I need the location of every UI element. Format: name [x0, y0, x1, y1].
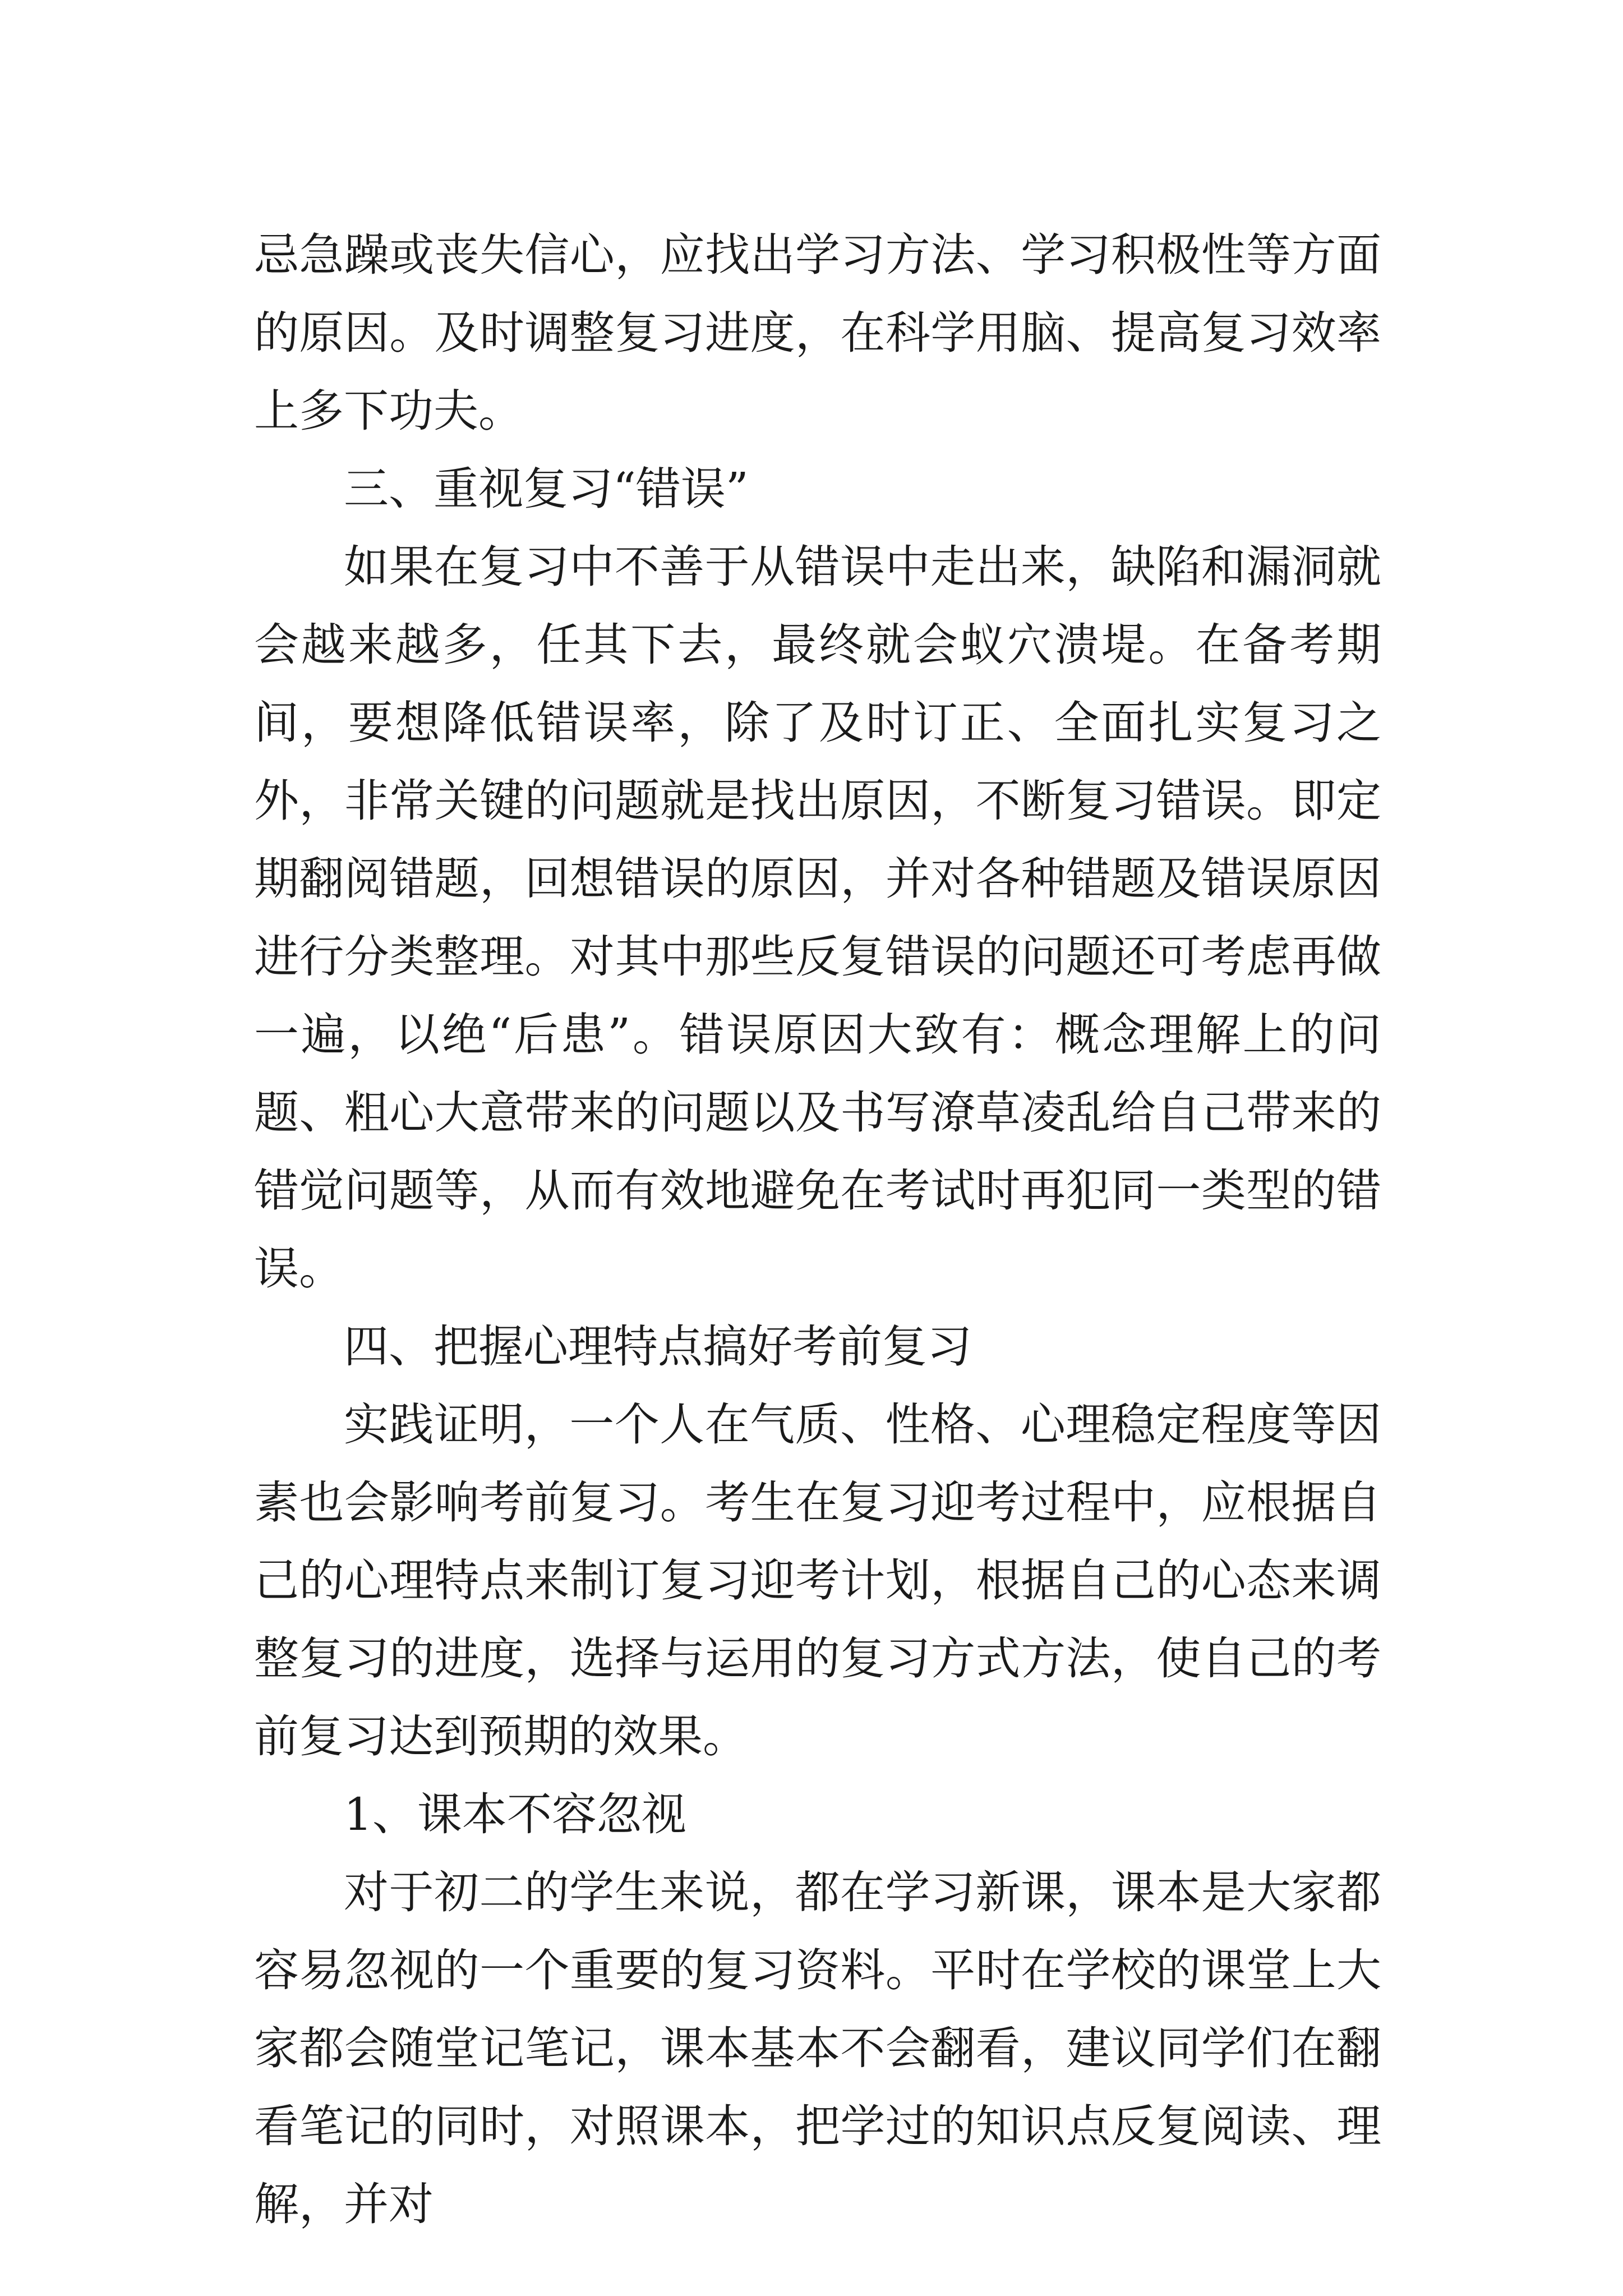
section-heading-3: 三、重视复习“错误” — [344, 463, 749, 515]
paragraph-errors: 如果在复习中不善于从错误中走出来，缺陷和漏洞就会越来越多，任其下去，最终就会蚁穴溃堤。在备考期间，要想降低错误率，除了及时订正、全面扎实复习之外，非常关键的问题就是找出原因，不断复习错误。即定期翻阅错题，回想错误的原因，并对各种错题及错误原因进行分类整理。对其中那些反复错误的问题还可考虑再做一遍，以绝“后患”。错误原因大致有：概念理解上的问题、粗心大意带来的问题以及书写潦草凌乱给自己带来的错觉问题等，从而有效地避免在考试时再犯同一类型的错误。 — [254, 541, 1381, 1295]
subsection-heading-1: 1、课本不容忽视 — [344, 1788, 686, 1841]
paragraph-continuation: 忌急躁或丧失信心，应找出学习方法、学习积极性等方面的原因。及时调整复习进度，在科学用脑、提高复习效率上多下功夫。 — [254, 229, 1381, 437]
document-body — [254, 216, 1381, 2243]
paragraph-textbook: 对于初二的学生来说，都在学习新课，课本是大家都容易忽视的一个重要的复习资料。平时在学校的课堂上大家都会随堂记笔记，课本基本不会翻看，建议同学们在翻看笔记的同时，对照课本，把学过的知识点反复阅读、理解，并对 — [254, 1866, 1381, 2230]
paragraph-psychology: 实践证明，一个人在气质、性格、心理稳定程度等因素也会影响考前复习。考生在复习迎考过程中，应根据自己的心理特点来制订复习迎考计划，根据自己的心态来调整复习的进度，选择与运用的复习方式方法，使自己的考前复习达到预期的效果。 — [254, 1398, 1381, 1763]
section-heading-4: 四、把握心理特点搞好考前复习 — [344, 1320, 972, 1373]
